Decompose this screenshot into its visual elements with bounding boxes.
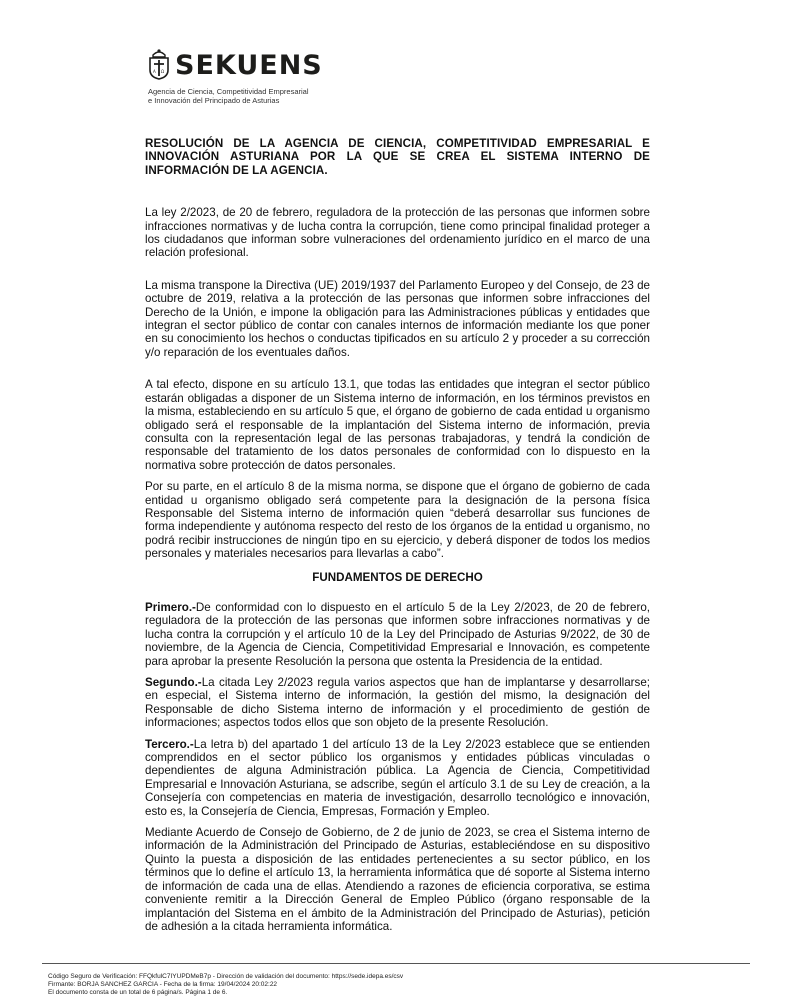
- fundamento-tercero: [145, 738, 650, 818]
- footer-divider: [42, 963, 750, 964]
- signature-footer: [48, 973, 748, 996]
- footer-signer-line: Firmante: BORJA SANCHEZ GARCIA - Fecha de la firma: 19/04/2024 20:02:22: [48, 980, 278, 988]
- document-body: [145, 137, 650, 941]
- fundamento-text: La letra b) del apartado 1 del artículo 13 de la Ley 2/2023 establece que se entienden comprendidos en el sector público los organismos y entidades públicas vinculadas o dependientes de alguna Administración pública. La Agencia de Ciencia, Competitividad Empresarial e Innovación Asturiana, se adscribe, según el artículo 3.1 de su Ley de creación, a la Consejería con competencias en materia de investigación, desarrollo tecnológico e innovación, esto es, la Consejería de Ciencia, Empresas, Formación y Empleo.: [145, 737, 650, 818]
- fundamento-segundo: [145, 676, 650, 730]
- intro-paragraph-1: La ley 2/2023, de 20 de febrero, reguladora de la protección de las personas que informen sobre infracciones normativas y de lucha contra la corrupción, tiene como principal finalidad proteger a los ciudadanos que informan sobre vulneraciones del ordenamiento jurídico en el marco de una relación profesional.: [145, 206, 650, 260]
- fundamento-lead: Tercero.-: [145, 737, 194, 751]
- intro-paragraph-3: A tal efecto, dispone en su artículo 13.1, que todas las entidades que integran el sector público estarán obligadas a disponer de un Sistema interno de información, en los términos previstos en la misma, estableciendo en su artículo 5 que, el órgano de gobierno de cada entidad u organismo obligado será el responsable de la implantación del Sistema interno de información, previa consulta con la representación legal de las personas trabajadoras, y tendrá la condición de responsable del tratamiento de los datos personales de conformidad con lo dispuesto en la normativa sobre protección de datos personales.: [145, 378, 650, 472]
- footer-csv-line: Código Seguro de Verificación: FFQkfulC7IYUPDMeB7p - Dirección de validación del documento: https://sede.idepa.es/csv: [48, 973, 404, 980]
- logo-subtitle: [148, 87, 388, 105]
- closing-paragraph: Mediante Acuerdo de Consejo de Gobierno, de 2 de junio de 2023, se crea el Sistema interno de información de la Administración del Principado de Asturias, estableciéndose en su dispositivo Quinto la puesta a disposición de las entidades pertenecientes a su sector público, en los términos que lo define el artículo 13, la herramienta informática que dé soporte al Sistema interno de información de cada una de ellas. Atendiendo a razones de eficiencia corporativa, se estima conveniente remitir a la Dirección General de Empleo Público (órgano responsable de la implantación del Sistema en el ámbito de la Administración del Principado de Asturias), petición de adhesión a la citada herramienta informática.: [145, 826, 650, 933]
- intro-paragraph-2: La misma transpone la Directiva (UE) 2019/1937 del Parlamento Europeo y del Consejo, de 23 de octubre de 2019, relativa a la protección de las personas que informen sobre infracciones del Derecho de la Unión, e impone la obligación para las Administraciones públicas y entidades que integran el sector público de contar con canales internos de información mediante los que poner en su conocimiento los hechos o conductas tipificados en su artículo 2 y proceder a su corrección y/o reparación de los eventuales daños.: [145, 278, 650, 359]
- resolution-title: RESOLUCIÓN DE LA AGENCIA DE CIENCIA, COMPETITIVIDAD EMPRESARIAL E INNOVACIÓN ASTURIANA POR LA QUE SE CREA EL SISTEMA INTERNO DE INFORMACIÓN DE LA AGENCIA.: [145, 137, 650, 177]
- svg-text:A: A: [153, 69, 156, 74]
- intro-paragraph-4: Por su parte, en el artículo 8 de la misma norma, se dispone que el órgano de gobierno de cada entidad u organismo obligado será competente para la designación de la persona física Responsable del Sistema interno de información quien “deberá desarrollar sus funciones de forma independiente y autónoma respecto del resto de los órganos de la entidad u organismo, no podrá recibir instrucciones de ningún tipo en su ejercicio, y deberá disponer de todos los medios personales y materiales necesarios para llevarlas a cabo”.: [145, 480, 650, 561]
- fundamento-text: De conformidad con lo dispuesto en el artículo 5 de la Ley 2/2023, de 20 de febrero, reguladora de la protección de las personas que informen sobre infracciones normativas y de lucha contra la corrupción y el artículo 10 de la Ley del Principado de Asturias 9/2022, de 30 de noviembre, de la Agencia de Ciencia, Competitividad Empresarial e Innovación, es competente para aprobar la presente Resolución la persona que ostenta la Presidencia de la entidad.: [145, 600, 650, 668]
- logo-subtitle-line-1: Agencia de Ciencia, Competitividad Empresarial: [148, 87, 309, 96]
- crest-icon: [148, 48, 170, 80]
- logo-wordmark: SEKUENS: [175, 50, 323, 81]
- fundamento-lead: Primero.-: [145, 600, 196, 614]
- fundamento-primero: [145, 601, 650, 668]
- fundamento-lead: Segundo.-: [145, 676, 202, 689]
- svg-text:Ω: Ω: [161, 69, 165, 74]
- fundamento-text: La citada Ley 2/2023 regula varios aspectos que han de implantarse y desarrollarse; en especial, el Sistema interno de información, la gestión del mismo, la designación del Responsable de dicho Sistema interno de información y el procedimiento de gestión de informaciones; aspectos todos ellos que son objeto de la presente Resolución.: [145, 676, 650, 730]
- footer-page-line: El documento consta de un total de 6 página/s. Página 1 de 6.: [48, 988, 228, 996]
- section-heading: FUNDAMENTOS DE DERECHO: [312, 570, 483, 584]
- logo-subtitle-line-2: e Innovación del Principado de Asturias: [148, 96, 280, 105]
